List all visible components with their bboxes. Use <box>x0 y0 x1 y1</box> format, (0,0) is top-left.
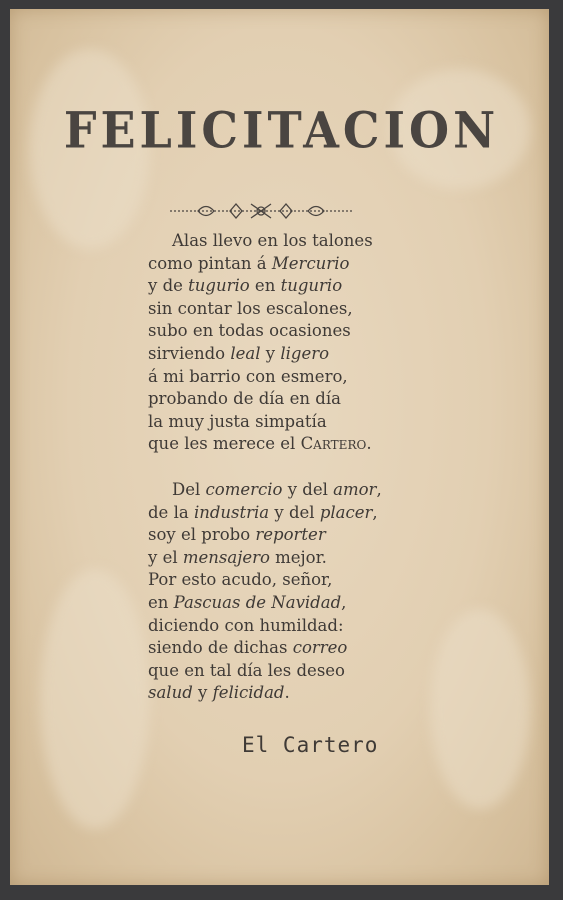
poem-line <box>148 502 448 525</box>
line-text: . <box>284 683 290 703</box>
line-text: , <box>376 479 382 499</box>
line-text: que les merece el <box>148 434 301 454</box>
poem-line <box>148 230 448 253</box>
line-text: subo en todas ocasiones <box>148 321 351 341</box>
line-text: mejor. <box>269 547 327 567</box>
line-text: de la <box>148 502 194 522</box>
poem-line <box>148 660 448 683</box>
stanza-gap <box>148 456 448 479</box>
emphasis-word: Mercurio <box>271 253 350 273</box>
line-text: y del <box>282 479 334 499</box>
emphasis-word: tugurio <box>188 276 250 296</box>
emphasis-word: tugurio <box>280 276 343 296</box>
emphasis-word: salud <box>148 683 193 703</box>
poem-line <box>148 682 448 705</box>
poem-line <box>148 547 448 570</box>
line-text: á mi barrio con esmero, <box>148 366 348 386</box>
emphasis-word: leal <box>230 343 261 363</box>
poem-line <box>148 637 448 660</box>
line-text: , <box>372 502 378 522</box>
poem-line <box>148 388 448 411</box>
small-caps-word: Cartero <box>300 434 367 454</box>
line-text: en <box>249 276 281 296</box>
line-text: y de <box>148 276 189 296</box>
emphasis-word: placer <box>319 502 373 522</box>
poem-line <box>148 479 448 502</box>
line-text: que en tal día les deseo <box>148 660 345 680</box>
poem-line <box>148 569 448 592</box>
poem-line <box>148 253 448 276</box>
emphasis-word: mensajero <box>182 547 270 567</box>
card-title: FELICITACION <box>63 100 500 160</box>
line-text: sin contar los escalones, <box>148 298 353 318</box>
line-text: como pintan á <box>148 253 272 273</box>
poem-line <box>148 592 448 615</box>
poem-line <box>148 615 448 638</box>
emphasis-word: ligero <box>280 343 330 363</box>
line-text: Alas llevo en los talones <box>172 231 373 250</box>
poem-line <box>148 366 448 389</box>
line-text: y del <box>269 502 320 522</box>
poem <box>148 230 448 705</box>
emphasis-word: industria <box>193 502 270 522</box>
line-text: diciendo con humildad: <box>148 615 344 635</box>
line-text: sirviendo <box>148 343 231 363</box>
emphasis-word: comercio <box>205 479 283 499</box>
line-text: la muy justa simpatía <box>148 411 327 431</box>
emphasis-word: Pascuas de Navidad <box>173 592 342 612</box>
line-text: y <box>192 683 213 703</box>
poem-line <box>148 343 448 366</box>
emphasis-word: amor <box>333 479 377 499</box>
line-text: . <box>366 434 372 454</box>
emphasis-word: reporter <box>255 525 326 545</box>
poem-line <box>148 524 448 547</box>
poem-line <box>148 411 448 434</box>
line-text: siendo de dichas <box>148 638 293 658</box>
line-text: y <box>260 343 281 363</box>
floral-divider-icon <box>168 200 354 222</box>
line-text: Del <box>172 479 206 499</box>
line-text: probando de día en día <box>148 389 341 409</box>
line-text: en <box>148 592 174 612</box>
poem-line <box>148 298 448 321</box>
emphasis-word: correo <box>292 638 348 658</box>
signature: El Cartero <box>242 733 379 757</box>
line-text: , <box>341 592 347 612</box>
line-text: y el <box>148 547 183 567</box>
line-text: Por esto acudo, señor, <box>148 570 333 590</box>
emphasis-word: felicidad <box>212 683 285 703</box>
line-text: soy el probo <box>148 525 256 545</box>
poem-line <box>148 320 448 343</box>
poem-line <box>148 433 448 456</box>
paper-stain <box>40 569 150 829</box>
poem-line <box>148 275 448 298</box>
